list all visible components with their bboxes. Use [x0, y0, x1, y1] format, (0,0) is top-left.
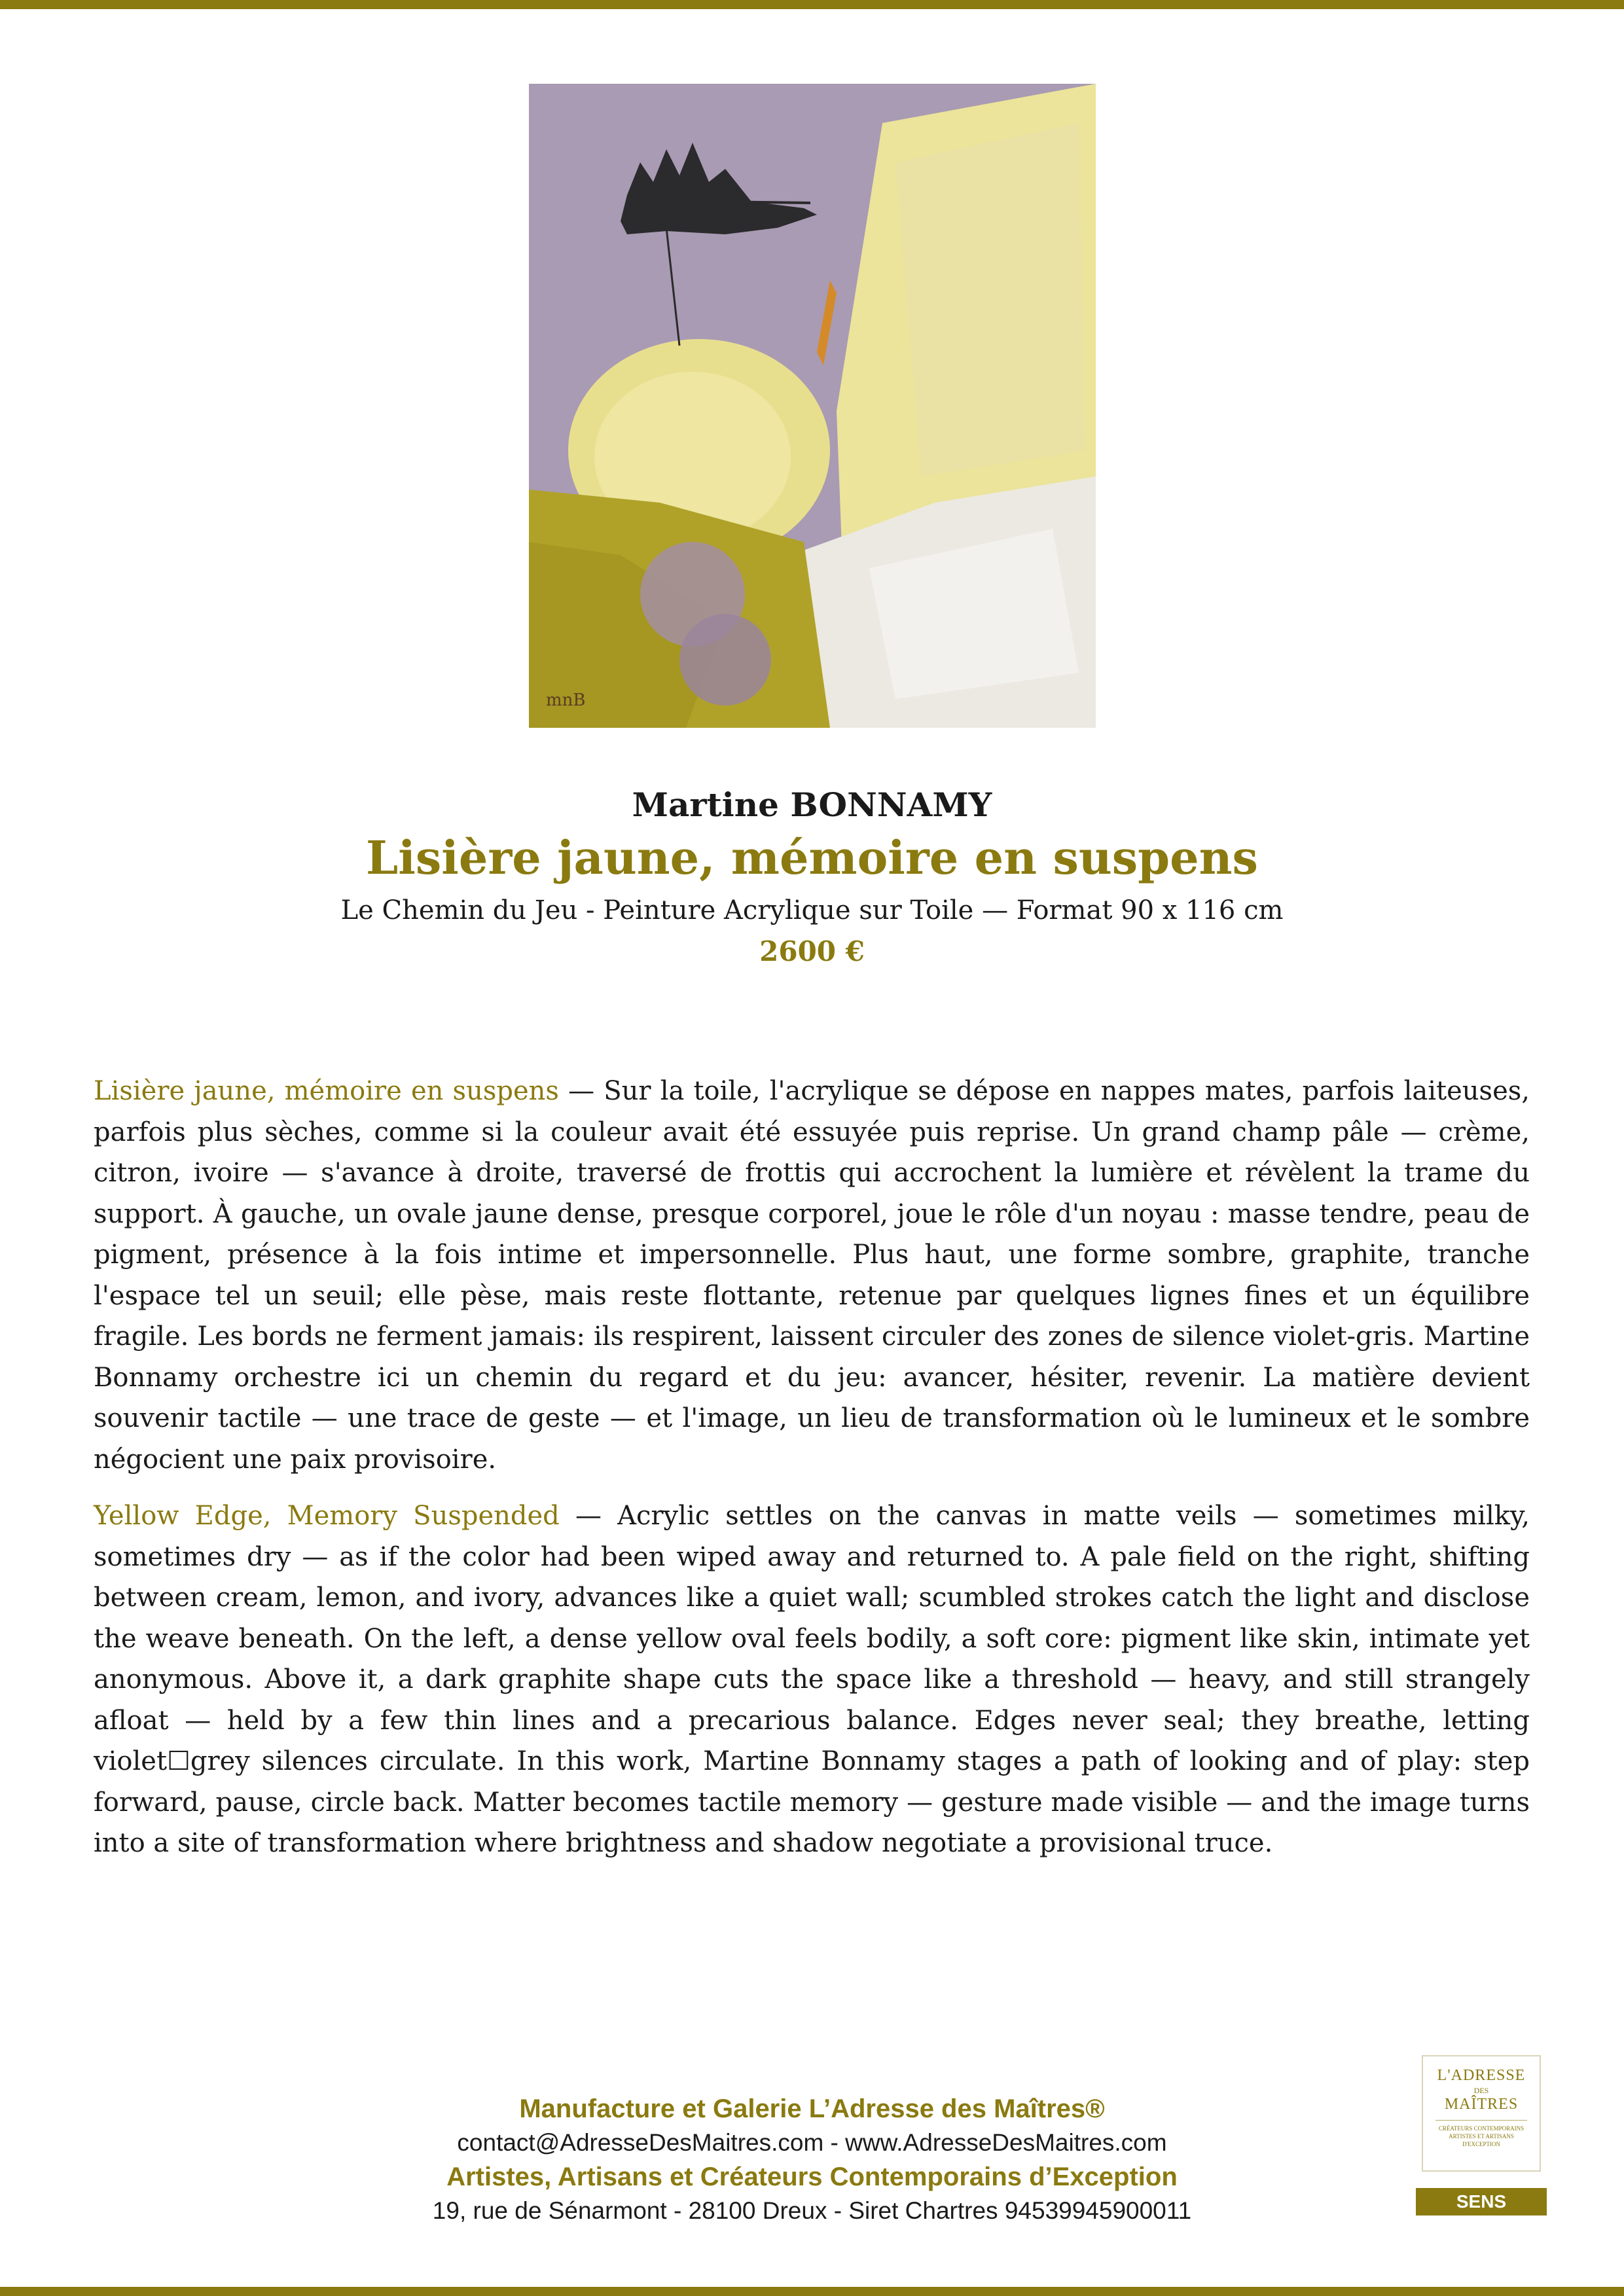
- svg-text:mnB: mnB: [546, 691, 586, 710]
- logo-divider: [1435, 2120, 1527, 2121]
- footer-contact: contact@AdresseDesMaitres.com - www.AdresseDesMaitres.com: [457, 2129, 1167, 2156]
- sens-badge: SENS: [1416, 2188, 1547, 2215]
- artwork-header: [0, 783, 1624, 971]
- logo-line-3: MAÎTRES: [1444, 2096, 1519, 2113]
- description-french-lead: Lisière jaune, mémoire en suspens: [94, 1076, 559, 1106]
- description-english-lead: Yellow Edge, Memory Suspended: [94, 1501, 560, 1531]
- description-french-text: — Sur la toile, l'acrylique se dépose en nappes mates, parfois laiteuses, parfois plus sèches, comme si la couleur avait été essuyée puis reprise. Un grand champ pâle — crème, citron, ivoire — s'avance à droite, traversé de frottis qui accrochent la lumière et révèlent la trame du support. À gauche, un ovale jaune dense, presque corporel, joue le rôle d'un noyau : masse tendre, peau de pigment, présence à la fois intime et impersonnelle. Plus haut, une forme sombre, graphite, tranche l'espace tel un seuil; elle pèse, mais reste flottante, retenue par quelques lignes fines et un équilibre fragile. Les bords ne ferment jamais: ils respirent, laissent circuler des zones de silence violet-gris. Martine Bonnamy orchestre ici un chemin du regard et du jeu: avancer, hésiter, revenir. La matière devient souvenir tactile — une trace de geste — et l'image, un lieu de transformation où le lumineux et le sombre négocient une paix provisoire.: [94, 1076, 1530, 1475]
- footer: [0, 2092, 1624, 2228]
- artwork-title: Lisière jaune, mémoire en suspens: [366, 831, 1258, 885]
- painting-illustration: [529, 84, 1096, 728]
- description-french: [94, 1071, 1530, 1480]
- footer-tagline: Artistes, Artisans et Créateurs Contemporains d’Exception: [446, 2162, 1178, 2191]
- artist-name: Martine BONNAMY: [632, 785, 992, 824]
- description-english-text: — Acrylic settles on the canvas in matte veils — sometimes milky, sometimes dry — as if the color had been wiped away and returned to. A pale field on the right, shifting between cream, lemon, and ivory, advances like a quiet wall; scumbled strokes catch the light and disclose the weave beneath. On the left, a dense yellow oval feels bodily, a soft core: pigment like skin, intimate yet anonymous. Above it, a dark graphite shape cuts the space like a threshold — heavy, and still strangely afloat — held by a few thin lines and a precarious balance. Edges never seal; they breathe, letting violet☐grey silences circulate. In this work, Martine Bonnamy stages a path of looking and of play: step forward, pause, circle back. Matter becomes tactile memory — gesture made visible — and the image turns into a site of transformation where brightness and shadow negotiate a provisional truce.: [94, 1501, 1530, 1858]
- logo-line-2: DES: [1473, 2086, 1489, 2095]
- logo-line-1: L'ADRESSE: [1437, 2067, 1526, 2084]
- footer-gallery-name: Manufacture et Galerie L’Adresse des Maîtres®: [519, 2094, 1105, 2123]
- description-section: [94, 1071, 1530, 1880]
- artwork-image: [529, 84, 1096, 728]
- top-border-bar: [0, 0, 1624, 9]
- logo-small-2: ARTISTES ET ARTISANS: [1449, 2133, 1514, 2140]
- description-english: [94, 1496, 1530, 1864]
- artwork-details: Le Chemin du Jeu - Peinture Acrylique sur Toile — Format 90 x 116 cm: [340, 895, 1284, 925]
- gallery-logo: [1422, 2055, 1541, 2172]
- bottom-border-bar: [0, 2287, 1624, 2296]
- footer-address: 19, rue de Sénarmont - 28100 Dreux - Siret Chartres 94539945900011: [432, 2197, 1192, 2224]
- logo-small-3: D'EXCEPTION: [1462, 2141, 1501, 2147]
- artwork-price: 2600 €: [759, 935, 865, 967]
- logo-small-1: CRÉATEURS CONTEMPORAINS: [1438, 2125, 1525, 2132]
